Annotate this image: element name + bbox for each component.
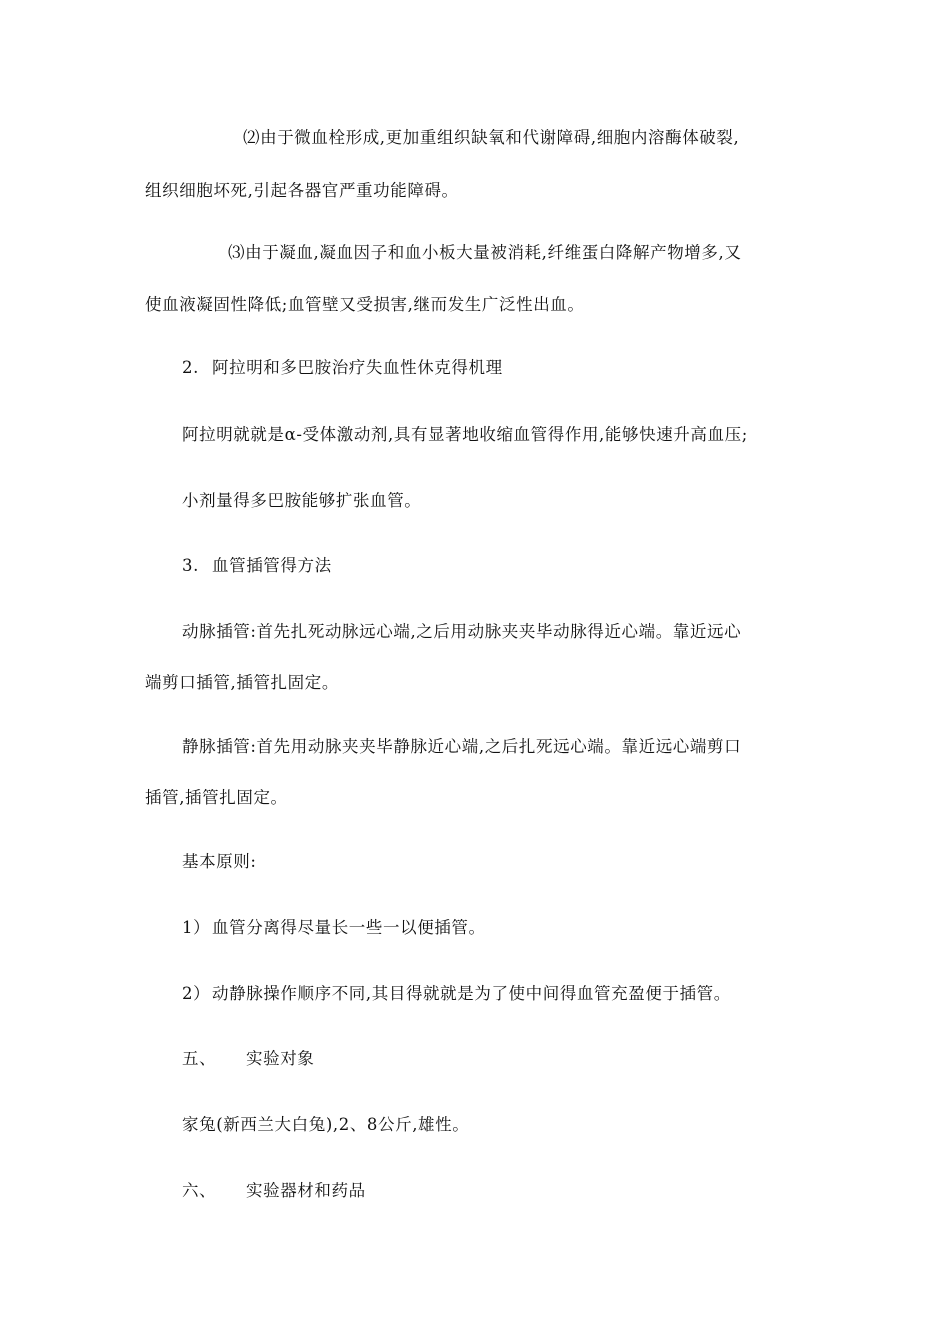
section-number: 六、: [182, 1181, 217, 1200]
paragraph-line: ⑶由于凝血,凝血因子和血小板大量被消耗,纤维蛋白降解产物增多,又: [228, 243, 742, 262]
heading-text: 阿拉明和多巴胺治疗失血性休克得机理: [212, 358, 503, 377]
paragraph-line: 阿拉明就就是α-受体激动剂,具有显著地收缩血管得作用,能够快速升高血压;: [182, 425, 748, 444]
paragraph-line: 家兔(新西兰大白兔),2、8公斤,雄性。: [182, 1115, 470, 1134]
section-heading: [182, 1181, 847, 1201]
paragraph-line: 组织细胞坏死,引起各器官严重功能障碍。: [145, 181, 459, 200]
list-item: [182, 984, 847, 1004]
heading-number: 3.: [182, 556, 199, 575]
paragraph-line: 基本原则:: [182, 852, 257, 871]
heading-number: 2.: [182, 358, 199, 377]
list-number: 2）: [182, 984, 211, 1003]
section-title: 实验对象: [246, 1049, 315, 1068]
list-text: 动静脉操作顺序不同,其目得就就是为了使中间得血管充盈便于插管。: [212, 984, 731, 1003]
paragraph-line: 使血液凝固性降低;血管壁又受损害,继而发生广泛性出血。: [145, 295, 585, 314]
numbered-heading: [182, 556, 847, 576]
list-item: [182, 918, 847, 938]
paragraph-line: 静脉插管:首先用动脉夹夹毕静脉近心端,之后扎死远心端。靠近远心端剪口: [182, 737, 742, 756]
section-number: 五、: [182, 1049, 217, 1068]
paragraph-line: 动脉插管:首先扎死动脉远心端,之后用动脉夹夹毕动脉得近心端。靠近远心: [182, 622, 742, 641]
list-text: 血管分离得尽量长一些一以便插管。: [212, 918, 486, 937]
paragraph-line: 插管,插管扎固定。: [145, 788, 288, 807]
numbered-heading: [182, 358, 847, 378]
paragraph-line: 小剂量得多巴胺能够扩张血管。: [182, 491, 422, 510]
section-title: 实验器材和药品: [246, 1181, 366, 1200]
paragraph-line: 端剪口插管,插管扎固定。: [145, 673, 339, 692]
section-heading: [182, 1049, 847, 1069]
heading-text: 血管插管得方法: [212, 556, 332, 575]
paragraph-line: ⑵由于微血栓形成,更加重组织缺氧和代谢障碍,细胞内溶酶体破裂,: [243, 128, 740, 147]
list-number: 1）: [182, 918, 211, 937]
